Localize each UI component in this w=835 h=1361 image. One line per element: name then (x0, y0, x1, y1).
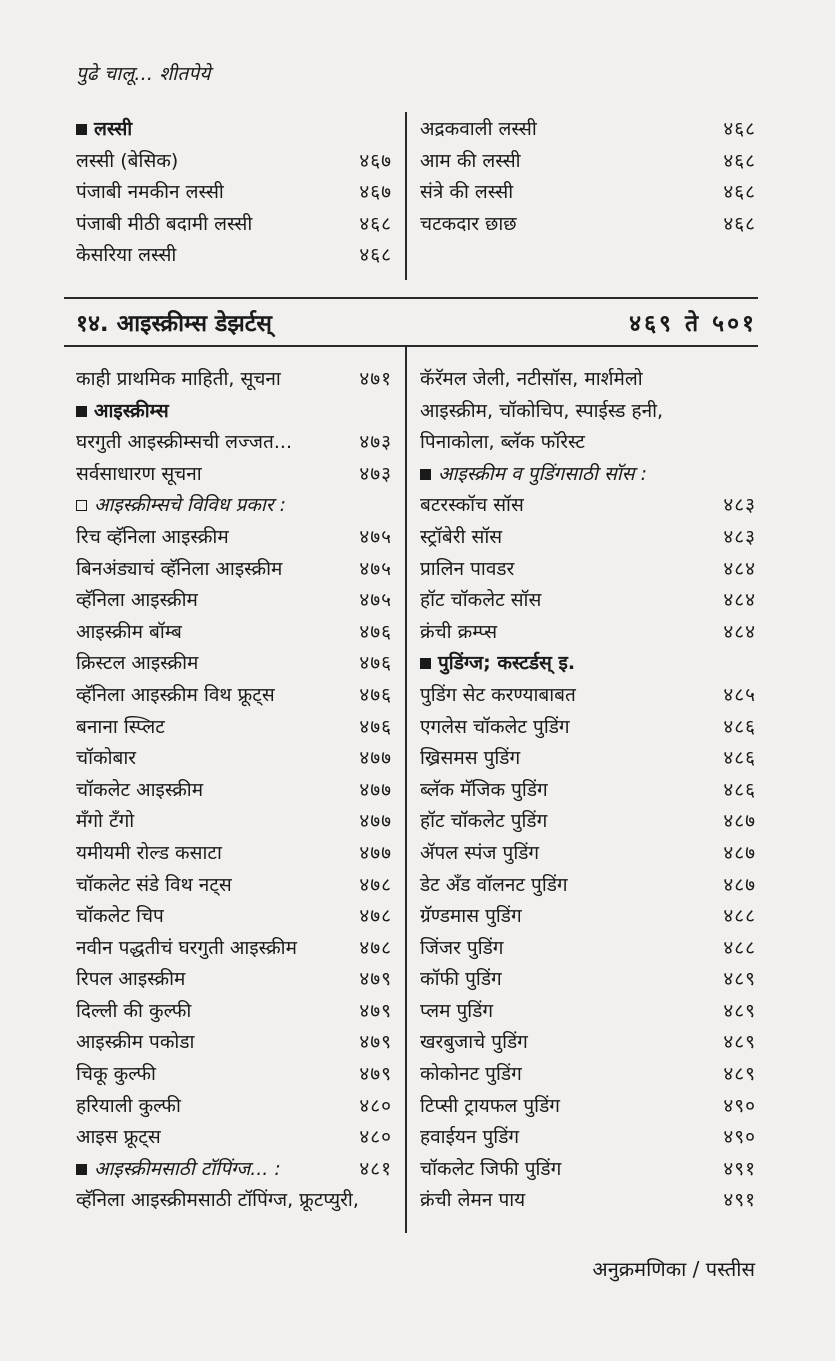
top-column-divider (405, 112, 407, 280)
chapter-rule-top (64, 297, 758, 299)
entry-page-number: ४८१ (359, 1157, 392, 1180)
entry-label-text: चॉकलेट संडे विथ नट्स (76, 873, 232, 896)
entry-label (420, 1059, 522, 1091)
entry-label-text: चिकू कुल्फी (76, 1063, 156, 1086)
entry-label-text: आम की लस्सी (420, 149, 521, 172)
index-entry (420, 522, 756, 554)
entry-page-number: ४७९ (359, 1063, 392, 1086)
entry-label-text: आइस्क्रीम व पुडिंगसाठी सॉस : (438, 462, 648, 485)
entry-label (76, 743, 136, 775)
entry-label (76, 1027, 194, 1059)
index-entry (76, 1091, 392, 1123)
entry-page-number: ४६८ (723, 181, 756, 204)
index-entry (76, 712, 392, 744)
entry-label-text: हवाईयन पुडिंग (420, 1126, 520, 1149)
index-entry (76, 996, 392, 1028)
index-entry (76, 648, 392, 680)
entry-page-number: ४८९ (723, 1031, 756, 1054)
entry-label-text: रिपल आइस्क्रीम (76, 968, 186, 991)
index-entry (76, 680, 392, 712)
entry-label-text: क्रंची लेमन पाय (420, 1189, 526, 1212)
main-column-divider (405, 345, 407, 1233)
top-left-column (76, 114, 392, 272)
entry-label (76, 1059, 156, 1091)
entry-label-text: जिंजर पुडिंग (420, 936, 504, 959)
index-entry (76, 554, 392, 586)
entry-label (420, 1122, 519, 1154)
entry-page-number: ४८० (359, 1126, 392, 1149)
entry-label-text: क्रिस्टल आइस्क्रीम (76, 652, 199, 675)
index-entry (420, 490, 756, 522)
index-entry (420, 396, 756, 428)
main-left-column (76, 364, 392, 1217)
entry-label (420, 806, 547, 838)
entry-label-text: चटकदार छाछ (420, 212, 517, 235)
entry-page-number: ४६८ (359, 212, 392, 235)
entry-label (76, 964, 185, 996)
entry-label (420, 177, 513, 209)
entry-label (76, 364, 281, 396)
entry-page-number: ४७१ (359, 368, 392, 390)
entry-label-text: चॉकलेट जिफी पुडिंग (420, 1157, 562, 1180)
entry-label (420, 712, 570, 744)
entry-label (420, 459, 647, 491)
entry-page-number: ४८७ (723, 841, 756, 864)
entry-label (420, 209, 517, 241)
entry-label-text: आइस्क्रीमसाठी टॉपिंग्ज... : (94, 1157, 281, 1180)
index-entry (76, 1185, 392, 1217)
entry-page-number: ४७६ (359, 715, 392, 738)
index-section-heading (76, 1154, 392, 1186)
index-entry (420, 114, 756, 146)
entry-label-text: कॅरॅमल जेली, नटीसॉस, मार्शमेलो (420, 368, 643, 390)
index-entry (76, 1059, 392, 1091)
entry-page-number: ४८९ (723, 1063, 756, 1086)
entry-label-text: पंजाबी मीठी बदामी लस्सी (76, 212, 253, 235)
entry-label (76, 617, 182, 649)
entry-label-text: ब्लॅक मॅजिक पुडिंग (420, 778, 548, 801)
entry-page-number: ४७९ (359, 968, 392, 991)
entry-label (420, 1185, 525, 1217)
entry-label (76, 838, 222, 870)
entry-label-text: दिल्ली की कुल्फी (76, 999, 192, 1022)
entry-label (76, 490, 286, 522)
chapter-heading (76, 306, 757, 346)
entry-label (420, 743, 520, 775)
entry-label (76, 806, 134, 838)
entry-page-number: ४७८ (359, 936, 392, 959)
index-entry (420, 1185, 756, 1217)
index-entry (420, 901, 756, 933)
entry-label-text: पंजाबी नमकीन लस्सी (76, 181, 224, 204)
entry-label-text: ग्रॅण्डमास पुडिंग (420, 905, 522, 928)
entry-label-text: बनाना स्प्लिट (76, 715, 165, 738)
entry-label (420, 617, 497, 649)
index-entry (420, 617, 756, 649)
filled-square-bullet-icon (76, 1164, 87, 1175)
index-entry (76, 775, 392, 807)
index-entry (76, 522, 392, 554)
hollow-square-bullet-icon (76, 500, 87, 511)
entry-page-number: ४६७ (359, 149, 392, 172)
entry-label (76, 1122, 161, 1154)
index-entry (76, 901, 392, 933)
entry-label (76, 996, 191, 1028)
index-entry (76, 364, 392, 396)
entry-page-number: ४६८ (359, 244, 392, 267)
entry-label (420, 427, 585, 459)
entry-label-text: आइस्क्रीम पकोडा (76, 1031, 195, 1054)
entry-label-text: चॉकलेट चिप (76, 905, 164, 928)
index-entry (76, 459, 392, 491)
entry-label (420, 146, 521, 178)
chapter-rule-bottom (64, 345, 758, 347)
entry-page-number: ४७७ (359, 841, 392, 864)
entry-label-text: ॲपल स्पंज पुडिंग (420, 841, 540, 864)
entry-label-text: लस्सी (बेसिक) (76, 149, 179, 172)
entry-label (420, 114, 537, 146)
entry-page-number: ४८९ (723, 968, 756, 991)
entry-page-number: ४७९ (359, 999, 392, 1022)
entry-page-number: ४८३ (723, 494, 756, 517)
index-entry (76, 240, 392, 272)
index-entry (420, 1027, 756, 1059)
entry-page-number: ४७७ (359, 778, 392, 801)
entry-label (76, 1185, 359, 1217)
entry-label (420, 1027, 528, 1059)
entry-label (76, 522, 229, 554)
index-entry (76, 146, 392, 178)
filled-square-bullet-icon (420, 469, 431, 480)
entry-page-number: ४६८ (723, 149, 756, 172)
entry-label (420, 364, 643, 396)
top-right-column (420, 114, 756, 240)
index-entry (420, 1091, 756, 1123)
entry-page-number: ४८७ (723, 810, 756, 833)
entry-label (420, 870, 568, 902)
index-entry (420, 964, 756, 996)
filled-square-bullet-icon (76, 406, 87, 417)
index-entry (420, 209, 756, 241)
entry-label (420, 554, 514, 586)
entry-label-text: यमीयमी रोल्ड कसाटा (76, 841, 222, 864)
entry-page-number: ४७५ (359, 589, 392, 612)
chapter-page-range: ४६९ ते ५०१ (629, 311, 757, 337)
entry-label (420, 964, 502, 996)
index-section-heading (76, 490, 392, 522)
index-entry (420, 933, 756, 965)
entry-label-text: रिच व्हॅनिला आइस्क्रीम (76, 525, 229, 548)
entry-label (420, 490, 524, 522)
entry-page-number: ४८३ (723, 525, 756, 548)
entry-label-text: व्हॅनिला आइस्क्रीम (76, 589, 198, 612)
index-entry (420, 554, 756, 586)
index-entry (420, 838, 756, 870)
entry-page-number: ४६८ (723, 212, 756, 235)
running-head: पुढे चालू... शीतपेये (76, 63, 211, 85)
entry-label-text: डेट अँड वॉलनट पुडिंग (420, 873, 568, 896)
index-entry (76, 585, 392, 617)
entry-label-text: आइस फ्रूट्स (76, 1126, 161, 1149)
entry-page-number: ४७७ (359, 747, 392, 770)
entry-page-number: ४९१ (723, 1189, 756, 1212)
entry-page-number: ४८४ (723, 620, 756, 643)
entry-label-text: कॉफी पुडिंग (420, 968, 502, 991)
index-entry (420, 712, 756, 744)
entry-page-number: ४७८ (359, 873, 392, 896)
entry-label (420, 396, 663, 428)
entry-label (420, 680, 576, 712)
index-entry (76, 838, 392, 870)
entry-label (76, 114, 132, 146)
index-entry (76, 427, 392, 459)
entry-page-number: ४७६ (359, 652, 392, 675)
index-entry (420, 1122, 756, 1154)
index-entry (76, 1027, 392, 1059)
index-entry (420, 775, 756, 807)
entry-label-text: केसरिया लस्सी (76, 244, 177, 267)
index-entry (420, 1059, 756, 1091)
entry-page-number: ४९० (723, 1094, 756, 1117)
entry-label-text: बिनअंड्याचं व्हॅनिला आइस्क्रीम (76, 557, 283, 580)
entry-label (420, 996, 493, 1028)
index-section-heading (76, 114, 392, 146)
entry-label (420, 585, 541, 617)
index-entry (420, 870, 756, 902)
entry-label-text: चॉकोबार (76, 747, 137, 770)
entry-label (76, 933, 297, 965)
entry-page-number: ४७९ (359, 1031, 392, 1054)
entry-page-number: ४८८ (723, 936, 756, 959)
entry-page-number: ४९० (723, 1126, 756, 1149)
entry-label (420, 522, 502, 554)
entry-label-text: पुडिंग्ज; कस्टर्डस् इ. (438, 652, 576, 675)
index-entry (76, 964, 392, 996)
index-section-heading (76, 396, 392, 428)
index-entry (76, 617, 392, 649)
entry-label (76, 712, 165, 744)
filled-square-bullet-icon (76, 124, 87, 135)
entry-page-number: ४८४ (723, 589, 756, 612)
entry-page-number: ४८० (359, 1094, 392, 1117)
entry-label (76, 240, 176, 272)
entry-label-text: घरगुती आइस्क्रीम्सची लज्जत... (76, 431, 292, 454)
entry-page-number: ४७६ (359, 683, 392, 706)
entry-label-text: खरबुजाचे पुडिंग (420, 1031, 528, 1054)
entry-label (76, 427, 292, 459)
entry-label-text: सर्वसाधारण सूचना (76, 462, 202, 485)
entry-label-text: बटरस्कॉच सॉस (420, 494, 524, 517)
entry-label (76, 775, 203, 807)
entry-label-text: टिप्सी ट्रायफल पुडिंग (420, 1094, 560, 1117)
entry-label-text: हरियाली कुल्फी (76, 1094, 181, 1117)
entry-label-text: क्रंची क्रम्प्स (420, 620, 498, 643)
entry-page-number: ४८९ (723, 999, 756, 1022)
entry-label (76, 177, 224, 209)
entry-label (420, 648, 575, 680)
entry-label-text: आइस्क्रीम्सचे विविध प्रकार : (94, 494, 287, 517)
entry-label (76, 146, 178, 178)
page-footer: अनुक्रमणिका / पस्तीस (592, 1257, 755, 1281)
entry-label-text: आइस्क्रीम, चॉकोचिप, स्पाईस्ड हनी, (420, 399, 664, 422)
entry-label-text: प्रालिन पावडर (420, 557, 515, 580)
entry-page-number: ४८८ (723, 905, 756, 928)
entry-page-number: ४७८ (359, 905, 392, 928)
index-entry (76, 743, 392, 775)
entry-page-number: ४७५ (359, 557, 392, 580)
entry-label-text: अद्रकवाली लस्सी (420, 118, 537, 140)
entry-label-text: पिनाकोला, ब्लॅक फॉरेस्ट (420, 431, 585, 454)
entry-label-text: आइस्क्रीम बॉम्ब (76, 620, 182, 643)
index-entry (420, 996, 756, 1028)
entry-label-text: संत्रे की लस्सी (420, 181, 514, 204)
entry-label (76, 209, 252, 241)
entry-label-text: ख्रिसमस पुडिंग (420, 747, 521, 770)
entry-label-text: कोकोनट पुडिंग (420, 1063, 522, 1086)
entry-label (76, 1154, 281, 1186)
main-right-column (420, 364, 756, 1217)
entry-page-number: ४६७ (359, 181, 392, 204)
index-section-heading (420, 648, 756, 680)
index-entry (76, 870, 392, 902)
index-section-heading (420, 459, 756, 491)
entry-page-number: ४७६ (359, 620, 392, 643)
entry-label-text: प्लम पुडिंग (420, 999, 494, 1022)
index-entry (76, 209, 392, 241)
entry-label (420, 775, 548, 807)
entry-page-number: ४८७ (723, 873, 756, 896)
entry-label-text: एगलेस चॉकलेट पुडिंग (420, 715, 570, 738)
entry-label (420, 1154, 561, 1186)
entry-label (76, 396, 169, 428)
entry-label (420, 901, 522, 933)
chapter-title: १४. आइस्क्रीम्स डेझर्टस् (76, 311, 272, 337)
entry-label (76, 585, 198, 617)
index-entry (420, 585, 756, 617)
entry-page-number: ४६८ (723, 118, 756, 140)
entry-label-text: काही प्राथमिक माहिती, सूचना (76, 368, 281, 390)
index-entry (420, 806, 756, 838)
entry-label (76, 1091, 181, 1123)
entry-page-number: ४८५ (723, 683, 756, 706)
index-entry (420, 427, 756, 459)
entry-page-number: ४८६ (723, 778, 756, 801)
filled-square-bullet-icon (420, 658, 431, 669)
entry-page-number: ४७३ (359, 462, 392, 485)
entry-label (420, 1091, 560, 1123)
index-entry (76, 177, 392, 209)
entry-page-number: ४९१ (723, 1157, 756, 1180)
entry-page-number: ४८६ (723, 747, 756, 770)
entry-label (420, 933, 504, 965)
entry-label-text: मँगो टँगो (76, 810, 135, 833)
entry-label (76, 680, 275, 712)
index-entry (76, 1122, 392, 1154)
entry-label-text: स्ट्रॉबेरी सॉस (420, 525, 503, 548)
entry-label-text: नवीन पद्धतीचं घरगुती आइस्क्रीम (76, 936, 297, 959)
entry-label-text: पुडिंग सेट करण्याबाबत (420, 683, 576, 706)
entry-page-number: ४७७ (359, 810, 392, 833)
index-entry (420, 743, 756, 775)
index-entry (420, 680, 756, 712)
entry-label-text: आइस्क्रीम्स (94, 399, 169, 422)
entry-label (76, 648, 198, 680)
index-entry (420, 1154, 756, 1186)
entry-page-number: ४७५ (359, 525, 392, 548)
entry-label-text: व्हॅनिला आइस्क्रीम विथ फ्रूट्स (76, 683, 275, 706)
entry-label-text: व्हॅनिला आइस्क्रीमसाठी टॉपिंग्ज, फ्रूटप्युरी, (76, 1189, 359, 1212)
index-entry (76, 806, 392, 838)
entry-page-number: ४८४ (723, 557, 756, 580)
index-entry (76, 933, 392, 965)
entry-page-number: ४७३ (359, 431, 392, 454)
entry-label (76, 554, 282, 586)
index-entry (420, 177, 756, 209)
entry-label-text: हॉट चॉकलेट पुडिंग (420, 810, 548, 833)
entry-label-text: चॉकलेट आइस्क्रीम (76, 778, 204, 801)
index-entry (420, 364, 756, 396)
index-entry (420, 146, 756, 178)
entry-label-text: हॉट चॉकलेट सॉस (420, 589, 542, 612)
entry-label (76, 901, 164, 933)
entry-label (76, 459, 202, 491)
entry-label-text: लस्सी (94, 118, 133, 140)
entry-label (76, 870, 232, 902)
entry-label (420, 838, 539, 870)
entry-page-number: ४८६ (723, 715, 756, 738)
